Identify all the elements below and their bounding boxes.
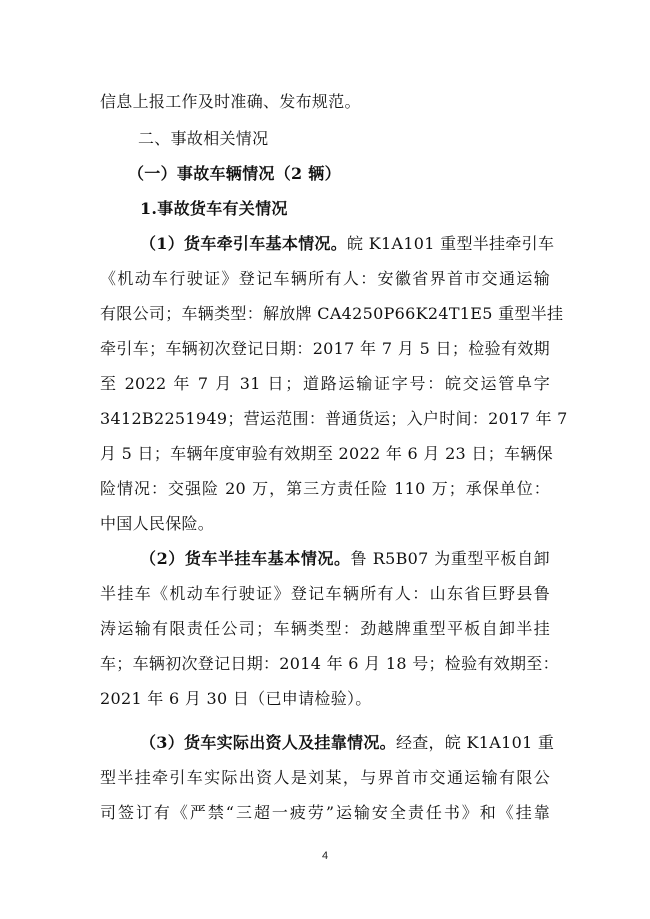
paragraph-line: 《机动车行驶证》登记车辆所有人：安徽省界首市交通运输 <box>100 269 550 288</box>
paragraph-line <box>140 549 550 569</box>
paragraph-line: 至 2022 年 7 月 31 日；道路运输证字号：皖交运管阜字 <box>100 374 550 393</box>
paragraph-line: 涛运输有限责任公司；车辆类型：劲越牌重型平板自卸半挂 <box>100 619 550 638</box>
section-heading: 二、事故相关情况 <box>138 129 269 148</box>
paragraph-line: 2021 年 6 月 30 日（已申请检验）。 <box>100 689 372 708</box>
page-number: 4 <box>321 850 329 862</box>
paragraph-lead: （3）货车实际出资人及挂靠情况。 <box>140 733 396 752</box>
paragraph-text: 鲁 R5B07 为重型平板自卸 <box>350 549 550 568</box>
paragraph-line: 中国人民保险。 <box>100 514 215 533</box>
paragraph-lead: （2）货车半挂车基本情况。 <box>140 549 351 568</box>
paragraph-line: 3412B2251949；营运范围：普通货运；入户时间：2017 年 7 <box>100 409 568 428</box>
paragraph-line: 司签订有《严禁“三超一疲劳”运输安全责任书》和《挂靠 <box>100 803 550 822</box>
paragraph-text: 皖 K1A101 重型半挂牵引车 <box>347 234 555 253</box>
paragraph-line <box>140 234 555 254</box>
subsection-heading: （一）事故车辆情况（2 辆） <box>128 164 341 183</box>
paragraph-line: 型半挂牵引车实际出资人是刘某，与界首市交通运输有限公 <box>100 768 550 787</box>
paragraph-line: 月 5 日；车辆年度审验有效期至 2022 年 6 月 23 日；车辆保 <box>100 444 553 463</box>
item-heading: 1.事故货车有关情况 <box>140 199 288 218</box>
paragraph-line: 半挂车《机动车行驶证》登记车辆所有人：山东省巨野县鲁 <box>100 584 550 603</box>
paragraph-line: 险情况：交强险 20 万，第三方责任险 110 万；承保单位： <box>100 479 550 498</box>
body-text-line: 信息上报工作及时准确、发布规范。 <box>100 92 361 111</box>
paragraph-lead: （1）货车牵引车基本情况。 <box>140 234 348 253</box>
paragraph-line: 有限公司；车辆类型：解放牌 CA4250P66K24T1E5 重型半挂 <box>100 304 564 323</box>
paragraph-line: 车；车辆初次登记日期：2014 年 6 月 18 号；检验有效期至： <box>100 654 559 673</box>
paragraph-line <box>140 733 555 753</box>
paragraph-line: 牵引车；车辆初次登记日期：2017 年 7 月 5 日；检验有效期 <box>100 339 550 358</box>
paragraph-text: 经查，皖 K1A101 重 <box>395 733 555 752</box>
